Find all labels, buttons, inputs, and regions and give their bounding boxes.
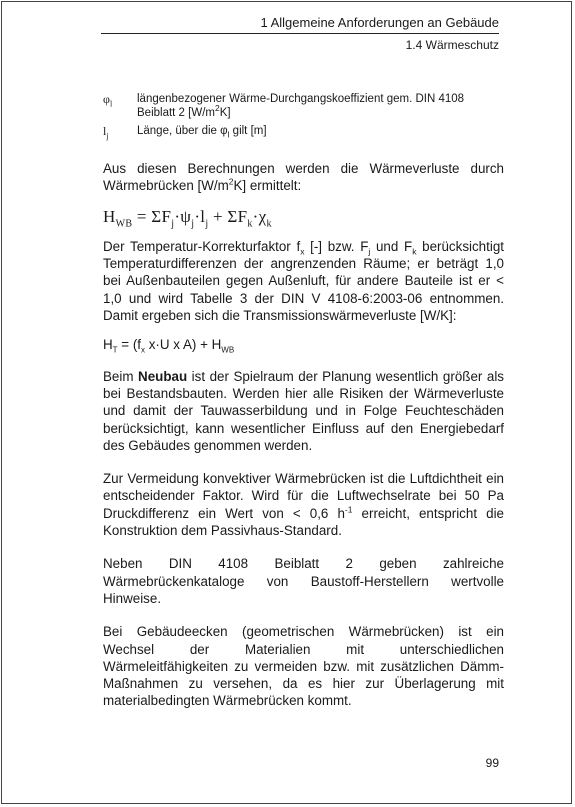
formula-hwb: $H_{WB} = \Sigma F_j\cdot\psi_j\cdot l_j + \Sigma F_k\cdot\chi_k$ <box>103 206 272 229</box>
formula-ht: $H_T = (f_x$ x·U x $A) + H_{WB}$ <box>103 337 235 356</box>
paragraph: Zur Vermeidung konvektiver Wärmebrücken ist die Luftdichtheit ein entscheidender Faktor. Wird für die Luftwechselrate bei 50 Pa Druckdifferenz ein Wert von < 0,6 $h^{-1}$ erreicht, entspricht die Konstruktion dem Passivhaus-Standard. <box>103 471 504 539</box>
paragraph: Der Temperatur-Korrekturfaktor $f_x$ [-] bzw. $F_j$ und $F_k$ berücksichtigt Temperaturdifferenzen der angrenzenden Räume; er beträgt 1,0 bei Außenbauteilen gegen Außenluft, für andere Bauteile ist er < 1,0 und wird Tabelle 3 der DIN V 4108-6:2003-06 entnommen. Damit ergeben sich die Transmissionswärmeverluste [W/K]: <box>103 238 504 324</box>
paragraph: Aus diesen Berechnungen werden die Wärmeverluste durch Wärmebrücken $[W/m^2K]$ ermittelt: <box>103 161 504 194</box>
definition-text: längenbezogener Wärme-Durchgangskoeffizient gem. DIN 4108 Beiblatt 2 $[W/m^2K]$ <box>137 93 465 119</box>
book-page <box>1 1 572 804</box>
definition-row <box>103 92 503 120</box>
definition-symbol: $\varphi_l$ <box>103 92 113 109</box>
paragraph: Beim Neubau ist der Spielraum der Planung wesentlich größer als bei Bestandsbauten. Werden hier alle Risiken der Wärmeverluste und damit der Tauwasserbildung und in Folge Feuchteschäden berücksichtigt, kann wesentlicher Einfluss auf den Energiebedarf des Gebäudes genommen werden. <box>103 368 504 453</box>
running-header-chapter: 1 Allgemeine Anforderungen an Gebäude <box>260 15 499 30</box>
body-text <box>103 160 504 726</box>
paragraph: Neben DIN 4108 Beiblatt 2 geben zahlreiche Wärmebrückenkataloge von Baustoff-Herstellern wertvolle Hinweise. <box>103 556 504 606</box>
header-rule <box>101 33 499 34</box>
definition-row <box>103 124 503 141</box>
symbol-definitions <box>103 92 503 142</box>
definition-symbol: $l_j$ <box>103 124 109 141</box>
definition-text: Länge, über die $\varphi_l$ gilt [m] <box>137 125 267 140</box>
running-header-section: 1.4 Wärmeschutz <box>405 38 499 52</box>
page-number: 99 <box>485 756 499 770</box>
paragraph: Bei Gebäudeecken (geometrischen Wärmebrücken) ist ein Wechsel der Materialien mit unterschiedlichen Wärmeleitfähigkeiten zu vermeiden bzw. mit zusätzlichen Dämm-Maßnahmen zu versehen, da es hier zur Überlagerung mit materialbedingten Wärmebrücken kommt. <box>103 624 504 709</box>
